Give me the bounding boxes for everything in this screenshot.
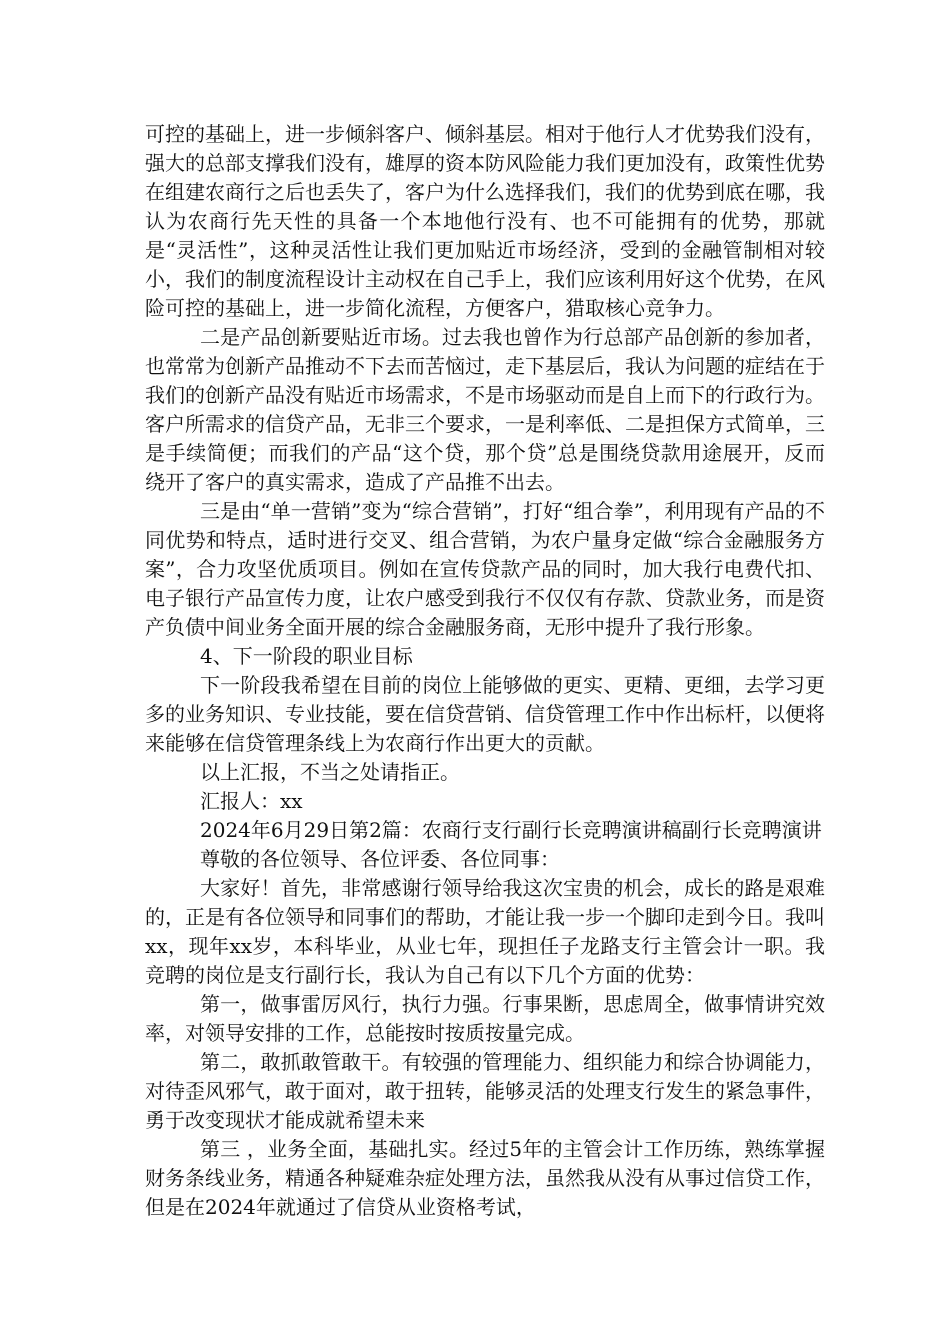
paragraph-strength-two: 第二，敢抓敢管敢干。有较强的管理能力、组织能力和综合协调能力，对待歪风邪气，敢于面对，敢于扭转，能够灵活的处理支行发生的紧急事件，勇于改变现状才能成就希望未来 bbox=[145, 1050, 825, 1132]
date-and-section-title: 2024年6月29日第2篇：农商行支行副行长竞聘演讲稿副行长竞聘演讲 bbox=[200, 818, 822, 842]
paragraph-strength-three: 第三 ，业务全面，基础扎实。经过5年的主管会计工作历练，熟练掌握财务条线业务，精通各种疑难杂症处理方法，虽然我从没有从事过信贷工作，但是在2024年就通过了信贷从业资格考试， bbox=[145, 1137, 825, 1219]
reporter-line: 汇报人：xx bbox=[200, 789, 303, 813]
paragraph-next-stage-goal: 下一阶段我希望在目前的岗位上能够做的更实、更精、更细，去学习更多的业务知识、专业技能，要在信贷营销、信贷管理工作中作出标杆，以便将来能够在信贷管理条线上为农商行作出更大的贡献。 bbox=[145, 673, 825, 755]
section-heading-career-goal: 4、下一阶段的职业目标 bbox=[200, 644, 413, 668]
paragraph-product-innovation: 二是产品创新要贴近市场。过去我也曾作为行总部产品创新的参加者，也常常为创新产品推动不下去而苦恼过，走下基层后，我认为问题的症结在于我们的创新产品没有贴近市场需求，不是市场驱动而是自上而下的行政行为。客户所需求的信贷产品，无非三个要求，一是利率低、二是担保方式简单，三是手续简便；而我们的产品“这个贷，那个贷”总是围绕贷款用途展开，反而绕开了客户的真实需求，造成了产品推不出去。 bbox=[145, 325, 825, 494]
document-page bbox=[145, 120, 825, 1222]
paragraph-strength-one: 第一，做事雷厉风行，执行力强。行事果断，思虑周全，做事情讲究效率，对领导安排的工作，总能按时按质按量完成。 bbox=[145, 992, 825, 1045]
closing-remark: 以上汇报，不当之处请指正。 bbox=[200, 760, 460, 784]
salutation: 尊敬的各位领导、各位评委、各位同事： bbox=[200, 847, 560, 871]
paragraph-flexibility: 可控的基础上，进一步倾斜客户、倾斜基层。相对于他行人才优势我们没有，强大的总部支撑我们没有，雄厚的资本防风险能力我们更加没有，政策性优势在组建农商行之后也丢失了，客户为什么选择我们，我们的优势到底在哪，我认为农商行先天性的具备一个本地他行没有、也不可能拥有的优势，那就是“灵活性”，这种灵活性让我们更加贴近市场经济，受到的金融管制相对较小，我们的制度流程设计主动权在自己手上，我们应该利用好这个优势，在风险可控的基础上，进一步简化流程，方便客户，猎取核心竞争力。 bbox=[145, 122, 825, 320]
paragraph-self-introduction: 大家好！首先，非常感谢行领导给我这次宝贵的机会，成长的路是艰难的，正是有各位领导和同事们的帮助，才能让我一步一个脚印走到今日。我叫xx，现年xx岁，本科毕业，从业七年，现担任子龙路支行主管会计一职。我竞聘的岗位是支行副行长，我认为自己有以下几个方面的优势： bbox=[145, 876, 825, 987]
paragraph-integrated-marketing: 三是由“单一营销”变为“综合营销”，打好“组合拳”，利用现有产品的不同优势和特点，适时进行交叉、组合营销，为农户量身定做“综合金融服务方案”，合力攻坚优质项目。例如在宣传贷款产品的同时，加大我行电费代扣、电子银行产品宣传力度，让农户感受到我行不仅仅有存款、贷款业务，而是资产负债中间业务全面开展的综合金融服务商，无形中提升了我行形象。 bbox=[145, 499, 825, 639]
